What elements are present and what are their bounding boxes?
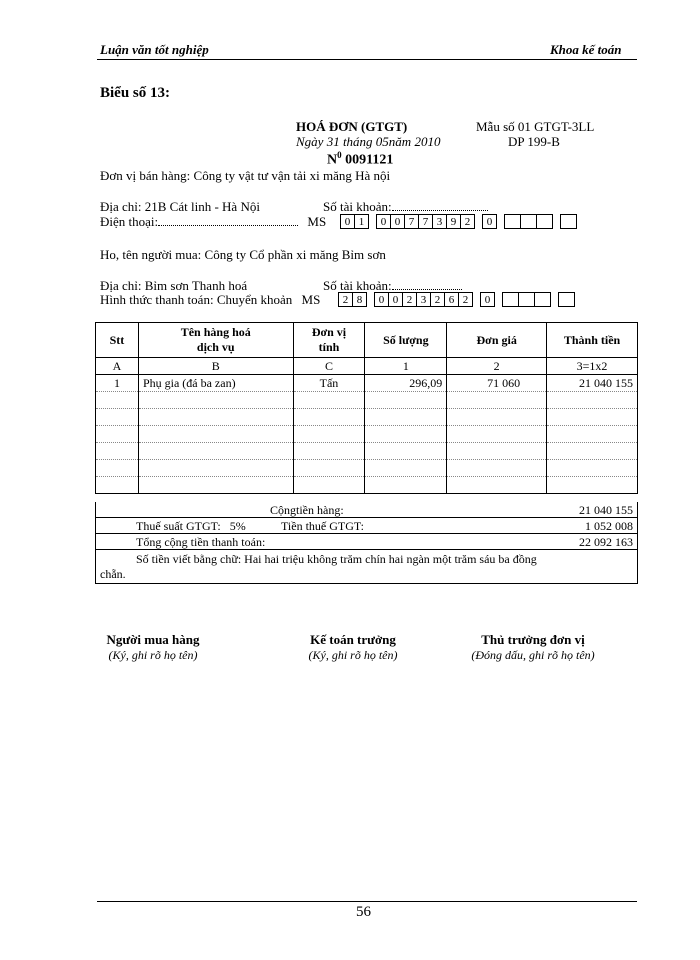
goods-total-row: Cộngtiền hàng: 21 040 155 (95, 502, 638, 518)
signature-director: Thủ trưởng đơn vị (Đóng dấu, ghi rõ họ tên) (471, 632, 595, 662)
table-row-empty (96, 409, 638, 426)
col-qty: Số lượng (365, 323, 447, 358)
header-left: Luận văn tốt nghiệp (100, 42, 209, 57)
table-code-row: A B C 1 2 3=1x2 (96, 358, 638, 375)
signature-buyer: Người mua hàng (Ký, ghi rõ họ tên) (106, 632, 200, 662)
col-amount: Thành tiền (547, 323, 638, 358)
seller-tax-code: 0 1 0 0 7 7 3 9 2 0 (340, 214, 577, 229)
table-row: 1 Phụ gia (đá ba zan) Tấn 296,09 71 060 21 040 155 (96, 375, 638, 392)
table-row-empty (96, 392, 638, 409)
invoice-series: DP 199-B (508, 134, 560, 149)
buyer-tax-code: 2 8 0 0 2 3 2 6 2 0 (338, 292, 575, 307)
seller-phone-line: Điện thoại: MS (100, 214, 327, 229)
amount-in-words-row: Số tiền viết bằng chữ: Hai hai triệu không trăm chín hai ngàn một trăm sáu ba đồng chẵn. (95, 550, 638, 584)
header-right: Khoa kế toán (550, 42, 622, 57)
col-price: Đơn giá (447, 323, 547, 358)
buyer-name-line: Ho, tên người mua: Công ty Cổ phần xi măng Bỉm sơn (100, 247, 386, 262)
form-number: Biểu số 13: (100, 85, 171, 101)
seller-name-line: Đơn vị bán hàng: Công ty vật tư vận tải xi măng Hà nội (100, 168, 391, 183)
table-row-empty (96, 460, 638, 477)
grand-total-row: Tổng cộng tiền thanh toán: 22 092 163 (95, 534, 638, 550)
invoice-table (95, 322, 638, 494)
invoice-number: $N^0$ 0091121 (327, 150, 394, 168)
col-stt: Stt (96, 323, 139, 358)
table-row-empty (96, 443, 638, 460)
page-number: 56 (356, 904, 371, 920)
seller-address-line: Địa chỉ: 21B Cát linh - Hà Nội (100, 199, 260, 214)
seller-account-line: Số tài khoản: (323, 199, 488, 215)
buyer-payment-line: Hình thức thanh toán: Chuyển khoản MS (100, 292, 321, 307)
signature-chief-accountant: Kế toán trưởng (Ký, ghi rõ họ tên) (308, 632, 398, 662)
footer-divider (97, 901, 637, 902)
form-code: Mẫu số 01 GTGT-3LL (476, 119, 595, 134)
col-unit: Đơn vị tính (293, 323, 365, 358)
header-divider (97, 59, 637, 60)
vat-row: Thuế suất GTGT: 5% Tiền thuế GTGT: 1 052 008 (95, 518, 638, 534)
invoice-date: Ngày 31 tháng 05năm 2010 (296, 134, 441, 149)
buyer-account-line: Số tài khoản: (323, 278, 462, 294)
buyer-address-line: Địa chỉ: Bỉm sơn Thanh hoá (100, 278, 248, 293)
invoice-title: HOÁ ĐƠN (GTGT) (296, 119, 408, 134)
col-name: Tên hàng hoá dịch vụ (138, 323, 293, 358)
table-row-empty (96, 477, 638, 494)
table-header-row (96, 323, 638, 358)
table-row-empty (96, 426, 638, 443)
